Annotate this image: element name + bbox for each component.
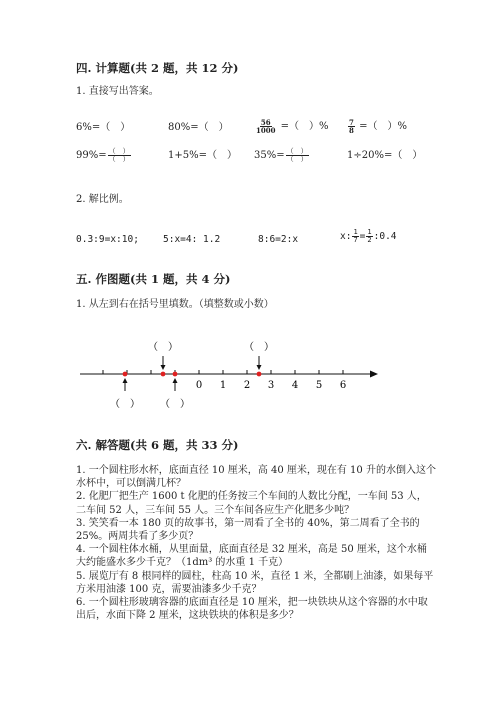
- section6-heading: 六. 解答题(共 6 题，共 33 分): [76, 438, 239, 452]
- section6-problems: [76, 464, 446, 622]
- problem-line: 4. 一个圆柱体水桶，从里面量，底面直径是 32 厘米，高是 50 厘米，这个水桶: [76, 544, 427, 556]
- number-line-arrowhead: [370, 371, 378, 378]
- number-line-figure: [0, 330, 500, 420]
- tick-label-2: 2: [243, 380, 251, 391]
- expression-label: 35%=: [254, 150, 285, 161]
- fraction-denominator: 7: [353, 236, 358, 244]
- equals-sign: =: [359, 231, 366, 242]
- fraction-numerator: （ ）: [286, 147, 308, 155]
- fraction-answer-blank: =（ ）%: [359, 121, 407, 132]
- problem-line: 1. 一个圆柱形水杯，底面直径 10 厘米，高 40 厘米，现在有 10 升的水倒入这个: [76, 465, 436, 476]
- blank-fraction: [108, 148, 131, 163]
- section5-prompt: 1. 从左到右在括号里填数。（填整数或小数）: [76, 299, 274, 310]
- down-arrowhead-1: [161, 365, 166, 370]
- fraction-denominator: 1000: [256, 126, 276, 135]
- fraction-answer-blank: =（ ）%: [280, 121, 329, 132]
- fraction-denominator: 2: [367, 236, 372, 244]
- down-arrowhead-2: [257, 365, 262, 370]
- fraction-numerator: 7: [349, 118, 354, 127]
- fraction-56-1000: [255, 119, 276, 134]
- tick-label-5: 5: [315, 380, 323, 391]
- q2-prompt: 2. 解比例。: [76, 194, 129, 205]
- q1-item-fraction-7-8: [347, 119, 407, 134]
- problem-line: 2. 化肥厂把生产 1600 t 化肥的任务按三个车间的人数比分配，一车间 53 人，: [76, 491, 427, 503]
- fraction-1-7: [352, 229, 358, 244]
- problem-line: 方米用油漆 100 克，需要油漆多少千克？: [76, 583, 262, 595]
- tick-label-3: 3: [267, 380, 275, 391]
- expression-label: x:: [340, 231, 352, 242]
- q1-item-6pct: 6%=（ ）: [76, 122, 131, 133]
- q1-item-99pct: [76, 148, 132, 163]
- marked-point-2: [161, 372, 166, 377]
- marked-point-4: [257, 372, 262, 377]
- fraction-7-8: [348, 119, 355, 134]
- up-arrowhead-1: [123, 378, 128, 383]
- problem-line: 5. 展览厅有 8 根同样的圆柱，柱高 10 米，直径 1 米，全都刷上油漆，如果每平: [76, 570, 434, 582]
- number-line-ticks: [103, 370, 343, 374]
- answer-blank-bottom-2: （ ）: [160, 399, 190, 410]
- q1-item-35pct: [254, 148, 310, 163]
- problem-line: 二车间 52 人，三车间 55 人。三个车间各应生产化肥多少吨？: [76, 504, 355, 516]
- answer-blank-top-2: （ ）: [244, 342, 274, 353]
- up-arrowhead-2: [173, 378, 178, 383]
- fraction-numerator: 56: [260, 118, 271, 127]
- marked-point-3: [173, 372, 178, 377]
- q1-item-80pct: 80%=（ ）: [168, 122, 229, 133]
- tick-label-4: 4: [291, 380, 299, 391]
- fraction-1-2: [366, 229, 372, 244]
- expression-tail: :0.4: [373, 231, 397, 242]
- q2-item-b: 5:x=4: 1.2: [163, 234, 221, 245]
- q1-item-fraction-56: [254, 119, 329, 134]
- fraction-denominator: （ ）: [108, 155, 130, 163]
- answer-blank-bottom-1: （ ）: [110, 399, 140, 410]
- section5-heading: 五. 作图题(共 1 题，共 4 分): [76, 272, 231, 286]
- section4-heading: 四. 计算题(共 2 题，共 12 分): [76, 61, 239, 75]
- fraction-numerator: 1: [353, 228, 358, 236]
- problem-line: 大约能盛水多少千克？（1dm³ 的水重 1 千克）: [76, 557, 289, 569]
- expression-label: 99%=: [76, 150, 107, 161]
- marked-point-1: [123, 372, 128, 377]
- q1-item-1div20pct: 1÷20%=（ ）: [347, 150, 423, 161]
- problem-line: 6. 一个圆柱形玻璃容器的底面直径是 10 厘米，把一块铁块从这个容器的水中取: [76, 597, 428, 609]
- problem-line: 3. 笑笑看一本 180 页的故事书，第一周看了全书的 40%，第二周看了全书的: [76, 517, 420, 529]
- answer-blank-top-1: （ ）: [148, 342, 178, 353]
- problem-line: 出后，水面下降 2 厘米，这块铁块的体积是多少？: [76, 610, 299, 622]
- fraction-numerator: （ ）: [108, 147, 130, 155]
- tick-label-1: 1: [219, 380, 227, 391]
- tick-label-0: 0: [195, 380, 203, 391]
- fraction-denominator: （ ）: [286, 155, 308, 163]
- fraction-numerator: 1: [367, 228, 372, 236]
- number-line-tick-labels: [196, 380, 346, 391]
- q2-item-a: 0.3:9=x:10;: [76, 234, 139, 245]
- q1-prompt: 1. 直接写出答案。: [76, 86, 159, 97]
- q2-item-c: 8:6=2:x: [258, 234, 299, 245]
- blank-fraction: [286, 148, 309, 163]
- problem-line: 25%。两周共看了多少页？: [76, 531, 199, 543]
- q2-item-d: [340, 229, 397, 244]
- q1-item-1plus5pct: 1+5%=（ ）: [168, 150, 237, 161]
- fraction-denominator: 8: [349, 126, 354, 135]
- tick-label-6: 6: [339, 380, 347, 391]
- problem-line: 水杯中，可以倒满几杯？: [76, 478, 186, 490]
